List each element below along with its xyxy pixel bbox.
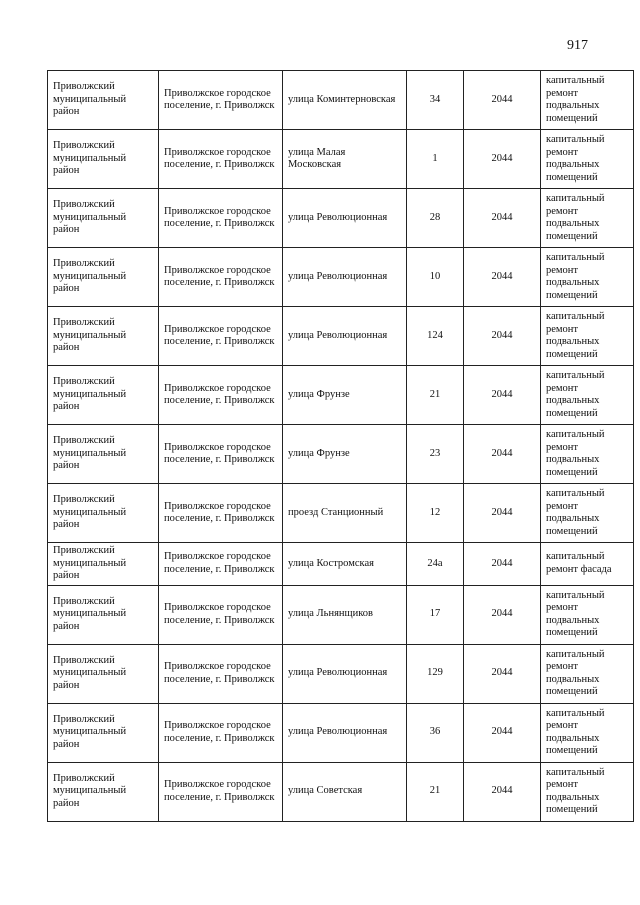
cell-year: 2044 [464,71,541,130]
cell-work-type: капитальный ремонт подвальных помещений [541,71,634,130]
cell-district: Приволжский муниципальный район [48,248,159,307]
table-row [48,425,634,484]
cell-settlement: Приволжское городское поселение, г. Приволжск [159,307,283,366]
cell-street: улица Революционная [283,644,407,703]
table-row [48,644,634,703]
cell-year: 2044 [464,703,541,762]
cell-year: 2044 [464,189,541,248]
table-row [48,484,634,543]
cell-year: 2044 [464,585,541,644]
table-row [48,248,634,307]
registry-table [47,70,634,822]
cell-district: Приволжский муниципальный район [48,644,159,703]
cell-district: Приволжский муниципальный район [48,425,159,484]
cell-year: 2044 [464,366,541,425]
cell-settlement: Приволжское городское поселение, г. Приволжск [159,248,283,307]
cell-settlement: Приволжское городское поселение, г. Приволжск [159,189,283,248]
cell-settlement: Приволжское городское поселение, г. Приволжск [159,484,283,543]
cell-work-type: капитальный ремонт подвальных помещений [541,484,634,543]
page-number: 917 [567,38,588,53]
cell-street: улица Костромская [283,543,407,586]
cell-district: Приволжский муниципальный район [48,762,159,821]
cell-work-type: капитальный ремонт подвальных помещений [541,248,634,307]
cell-settlement: Приволжское городское поселение, г. Приволжск [159,425,283,484]
cell-street: улица Революционная [283,248,407,307]
table-row [48,585,634,644]
cell-house-number: 24а [407,543,464,586]
cell-house-number: 12 [407,484,464,543]
cell-street: улица Революционная [283,307,407,366]
cell-settlement: Приволжское городское поселение, г. Приволжск [159,71,283,130]
cell-settlement: Приволжское городское поселение, г. Приволжск [159,543,283,586]
cell-settlement: Приволжское городское поселение, г. Приволжск [159,130,283,189]
cell-district: Приволжский муниципальный район [48,703,159,762]
cell-work-type: капитальный ремонт подвальных помещений [541,703,634,762]
table-row [48,703,634,762]
cell-house-number: 1 [407,130,464,189]
cell-street: улица Коминтерновская [283,71,407,130]
cell-house-number: 129 [407,644,464,703]
cell-work-type: капитальный ремонт фасада [541,543,634,586]
cell-house-number: 10 [407,248,464,307]
cell-district: Приволжский муниципальный район [48,543,159,586]
cell-settlement: Приволжское городское поселение, г. Приволжск [159,366,283,425]
cell-house-number: 17 [407,585,464,644]
cell-year: 2044 [464,248,541,307]
cell-work-type: капитальный ремонт подвальных помещений [541,130,634,189]
registry-rows [48,71,634,822]
cell-district: Приволжский муниципальный район [48,189,159,248]
cell-year: 2044 [464,762,541,821]
cell-street: улица Революционная [283,189,407,248]
cell-house-number: 124 [407,307,464,366]
cell-street: улица Революционная [283,703,407,762]
cell-work-type: капитальный ремонт подвальных помещений [541,307,634,366]
cell-work-type: капитальный ремонт подвальных помещений [541,644,634,703]
table-row [48,130,634,189]
table-row [48,189,634,248]
cell-house-number: 21 [407,762,464,821]
cell-settlement: Приволжское городское поселение, г. Приволжск [159,762,283,821]
cell-street: улица Фрунзе [283,425,407,484]
cell-district: Приволжский муниципальный район [48,366,159,425]
cell-street: улица Льнянщиков [283,585,407,644]
cell-district: Приволжский муниципальный район [48,484,159,543]
cell-year: 2044 [464,543,541,586]
cell-work-type: капитальный ремонт подвальных помещений [541,366,634,425]
cell-district: Приволжский муниципальный район [48,585,159,644]
table-row [48,543,634,586]
cell-year: 2044 [464,644,541,703]
cell-district: Приволжский муниципальный район [48,307,159,366]
cell-street: улица Советская [283,762,407,821]
table-row [48,762,634,821]
cell-street: проезд Станционный [283,484,407,543]
cell-settlement: Приволжское городское поселение, г. Приволжск [159,585,283,644]
cell-year: 2044 [464,484,541,543]
cell-house-number: 21 [407,366,464,425]
cell-year: 2044 [464,130,541,189]
cell-work-type: капитальный ремонт подвальных помещений [541,189,634,248]
cell-house-number: 36 [407,703,464,762]
cell-house-number: 28 [407,189,464,248]
cell-work-type: капитальный ремонт подвальных помещений [541,762,634,821]
cell-year: 2044 [464,425,541,484]
table-row [48,307,634,366]
cell-work-type: капитальный ремонт подвальных помещений [541,425,634,484]
table-row [48,366,634,425]
cell-house-number: 23 [407,425,464,484]
cell-settlement: Приволжское городское поселение, г. Приволжск [159,644,283,703]
cell-house-number: 34 [407,71,464,130]
cell-district: Приволжский муниципальный район [48,71,159,130]
cell-district: Приволжский муниципальный район [48,130,159,189]
cell-settlement: Приволжское городское поселение, г. Приволжск [159,703,283,762]
table-row [48,71,634,130]
cell-street: улица Фрунзе [283,366,407,425]
cell-street: улица Малая Московская [283,130,407,189]
cell-year: 2044 [464,307,541,366]
cell-work-type: капитальный ремонт подвальных помещений [541,585,634,644]
